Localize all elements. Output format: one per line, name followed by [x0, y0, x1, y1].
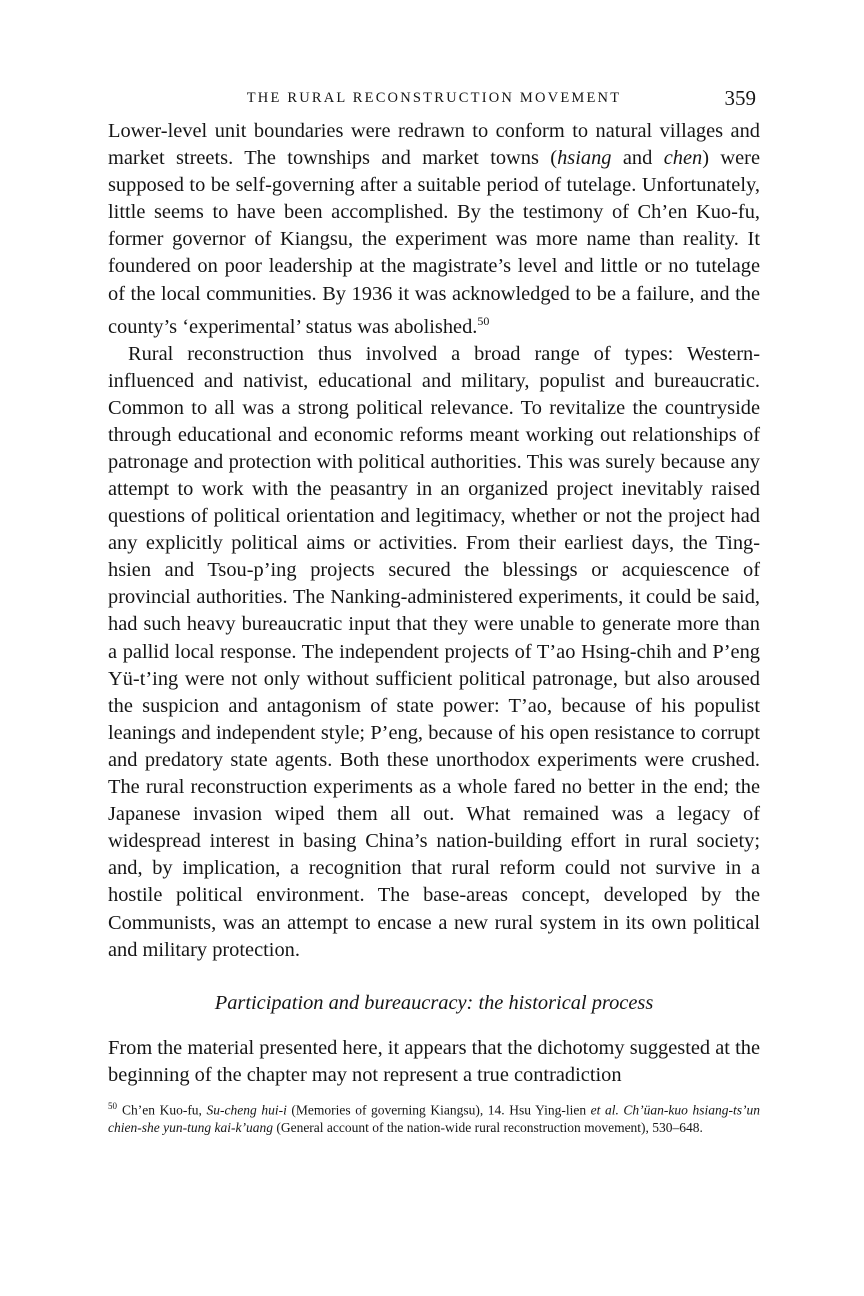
term-hsiang: hsiang: [557, 147, 612, 170]
running-title: THE RURAL RECONSTRUCTION MOVEMENT: [246, 90, 622, 106]
footnote-marker: 50: [108, 1100, 117, 1111]
footnote-text-d: (General account of the nation-wide rural reconstruction movement), 530–648.: [272, 1120, 703, 1136]
section-heading: Participation and bureaucracy: the historical process: [214, 991, 654, 1014]
paragraph-1-text-b: and: [611, 147, 664, 170]
paragraph-3: From the material presented here, it appears that the dichotomy suggested at the beginning of the chapter may not represent a true contradiction: [108, 1036, 760, 1086]
page-number: 359: [724, 86, 756, 110]
footnote-text-a: Ch’en Kuo-fu,: [122, 1102, 207, 1118]
book-page: [108, 88, 760, 1137]
paragraph-2: Rural reconstruction thus involved a broad range of types: Western-influenced and nativist, educational and military, populist and bureaucratic. Common to all was a strong political relevance. To revitalize the countryside through educational and economic reforms meant working out relationships of patronage and protection with political authorities. This was surely because any attempt to work with the peasantry in an organized project inevitably raised questions of political orientation and legitimacy, whether or not the project had any explicitly political aims or activities. From their earliest days, the Ting-hsien and Tsou-p’ing projects secured the blessings or acquiescence of provincial authorities. The Nanking-administered experiments, it could be said, had such heavy bureaucratic input that they were unable to generate more than a pallid local response. The independent projects of T’ao Hsing-chih and P’eng Yü-t’ing were not only without sufficient political patronage, but also aroused the suspicion and antagonism of state power: T’ao, because of his populist leanings and independent style; P’eng, because of his open resistance to corrupt and predatory state agents. Both these unorthodox experiments were crushed. The rural reconstruction experiments as a whole fared no better in the end; the Japanese invasion wiped them all out. What remained was a legacy of widespread interest in basing China’s nation-building effort in rural society; and, by implication, a recognition that rural reform could not survive in a hostile political environment. The base-areas concept, developed by the Communists, was an attempt to encase a new rural system in its own political and military protection.: [108, 342, 760, 961]
footnote-spacer: [108, 1089, 760, 1097]
footnote-et-al: et al.: [590, 1102, 619, 1118]
footnote-reference[interactable]: 50: [477, 313, 490, 328]
footnote-50: [108, 1097, 760, 1138]
footnote-title-1: Su-cheng hui-i: [206, 1102, 287, 1118]
paragraph-1-text-c: ) were supposed to be self-governing after a suitable period of tutelage. Unfortunately, little seems to have been accomplished. By the testimony of Ch’en Kuo-fu, former governor of Kiangsu, the experiment was more name than reality. It foundered on poor leadership at the magistrate’s level and little or no tutelage of the local communities. By 1936 it was acknowledged to be a failure, and the county’s ‘experimental’ status was abolished.: [108, 147, 760, 338]
paragraph-1: [108, 118, 760, 341]
term-chen: chen: [663, 147, 703, 170]
running-head: [108, 88, 760, 118]
footnote-text-b: (Memories of governing Kiangsu), 14. Hsu Ying-lien: [286, 1102, 591, 1118]
footnote-title-2: Ch’üan-kuo hsiang-ts’un chien-she yun-tung kai-k’uang: [108, 1102, 760, 1136]
paragraph-1-text-a: Lower-level unit boundaries were redrawn to conform to natural villages and market streets. The townships and market towns (: [108, 120, 760, 170]
